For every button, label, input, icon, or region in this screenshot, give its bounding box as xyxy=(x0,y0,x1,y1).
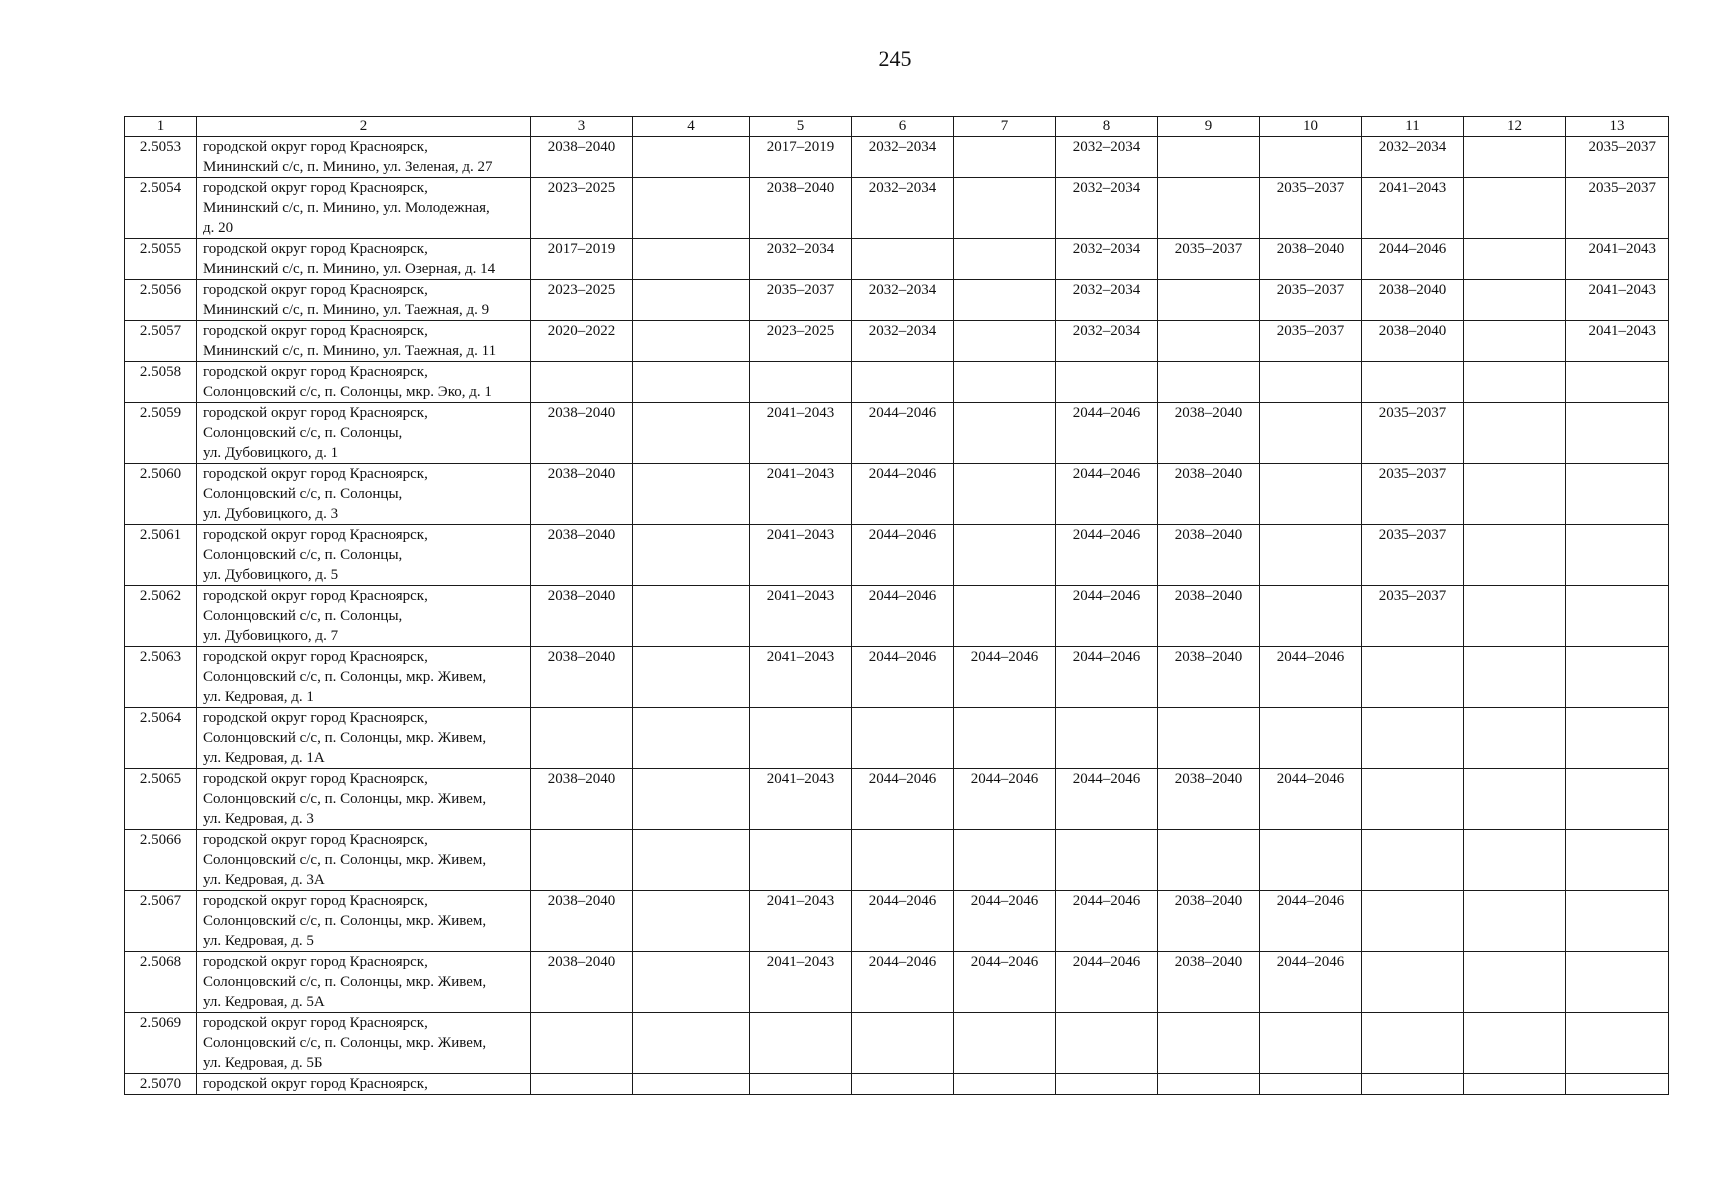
address-cell: городской округ город Красноярск, Мининский с/с, п. Минино, ул. Озерная, д. 14 xyxy=(197,239,531,280)
period-cell xyxy=(1464,586,1566,647)
table-row xyxy=(125,708,1669,769)
period-cell: 2038–2040 xyxy=(531,464,633,525)
period-cell xyxy=(1362,891,1464,952)
address-cell: городской округ город Красноярск, Солонцовский с/с, п. Солонцы, ул. Дубовицкого, д. 7 xyxy=(197,586,531,647)
period-cell xyxy=(1566,769,1669,830)
row-number: 2.5061 xyxy=(125,525,197,586)
period-cell: 2032–2034 xyxy=(1056,280,1158,321)
period-cell xyxy=(633,239,750,280)
period-cell xyxy=(1260,362,1362,403)
address-cell: городской округ город Красноярск, Солонцовский с/с, п. Солонцы, ул. Дубовицкого, д. 3 xyxy=(197,464,531,525)
period-cell: 2035–2037 xyxy=(1362,464,1464,525)
period-cell xyxy=(1566,708,1669,769)
address-cell: городской округ город Красноярск, Солонцовский с/с, п. Солонцы, мкр. Живем, ул. Кедровая, д. 1 xyxy=(197,647,531,708)
period-cell: 2035–2037 xyxy=(1362,525,1464,586)
period-cell: 2044–2046 xyxy=(852,525,954,586)
period-cell: 2023–2025 xyxy=(531,178,633,239)
period-cell xyxy=(1566,1074,1669,1095)
address-cell: городской округ город Красноярск, Солонцовский с/с, п. Солонцы, мкр. Живем, ул. Кедровая, д. 5Б xyxy=(197,1013,531,1074)
period-cell xyxy=(633,830,750,891)
period-cell: 2041–2043 xyxy=(1566,321,1669,362)
column-header: 2 xyxy=(197,117,531,137)
row-number: 2.5053 xyxy=(125,137,197,178)
column-header: 6 xyxy=(852,117,954,137)
period-cell: 2038–2040 xyxy=(1260,239,1362,280)
period-cell xyxy=(1158,830,1260,891)
row-number: 2.5054 xyxy=(125,178,197,239)
period-cell xyxy=(1566,952,1669,1013)
period-cell xyxy=(1566,586,1669,647)
period-cell xyxy=(750,362,852,403)
period-cell xyxy=(1260,464,1362,525)
period-cell xyxy=(954,586,1056,647)
period-cell: 2038–2040 xyxy=(531,952,633,1013)
period-cell xyxy=(1260,403,1362,464)
period-cell xyxy=(954,321,1056,362)
period-cell: 2044–2046 xyxy=(852,586,954,647)
period-cell: 2038–2040 xyxy=(1158,647,1260,708)
period-cell: 2044–2046 xyxy=(852,952,954,1013)
row-number: 2.5058 xyxy=(125,362,197,403)
column-header: 10 xyxy=(1260,117,1362,137)
period-cell xyxy=(633,464,750,525)
column-header: 12 xyxy=(1464,117,1566,137)
address-cell: городской округ город Красноярск, Солонцовский с/с, п. Солонцы, ул. Дубовицкого, д. 1 xyxy=(197,403,531,464)
period-cell xyxy=(1464,403,1566,464)
column-header: 9 xyxy=(1158,117,1260,137)
address-cell: городской округ город Красноярск, Мининский с/с, п. Минино, ул. Зеленая, д. 27 xyxy=(197,137,531,178)
row-number: 2.5059 xyxy=(125,403,197,464)
period-cell xyxy=(1464,1013,1566,1074)
period-cell xyxy=(1260,708,1362,769)
period-cell: 2044–2046 xyxy=(852,403,954,464)
column-header: 3 xyxy=(531,117,633,137)
period-cell: 2044–2046 xyxy=(1260,891,1362,952)
period-cell xyxy=(852,708,954,769)
period-cell: 2044–2046 xyxy=(954,647,1056,708)
period-cell: 2035–2037 xyxy=(1362,403,1464,464)
table-row xyxy=(125,321,1669,362)
period-cell xyxy=(1464,647,1566,708)
period-cell xyxy=(1158,1074,1260,1095)
table-row xyxy=(125,586,1669,647)
period-cell xyxy=(633,280,750,321)
row-number: 2.5069 xyxy=(125,1013,197,1074)
period-cell: 2041–2043 xyxy=(1362,178,1464,239)
period-cell xyxy=(1566,464,1669,525)
table-row xyxy=(125,137,1669,178)
period-cell xyxy=(1464,769,1566,830)
period-cell: 2038–2040 xyxy=(531,525,633,586)
period-cell xyxy=(633,708,750,769)
column-header: 1 xyxy=(125,117,197,137)
column-header: 11 xyxy=(1362,117,1464,137)
period-cell xyxy=(1362,1074,1464,1095)
period-cell xyxy=(852,239,954,280)
period-cell xyxy=(1362,708,1464,769)
period-cell xyxy=(1158,708,1260,769)
period-cell xyxy=(1158,280,1260,321)
period-cell: 2041–2043 xyxy=(750,952,852,1013)
period-cell xyxy=(1362,769,1464,830)
period-cell: 2041–2043 xyxy=(750,647,852,708)
period-cell xyxy=(954,1074,1056,1095)
row-number: 2.5057 xyxy=(125,321,197,362)
period-cell xyxy=(1464,952,1566,1013)
period-cell xyxy=(954,525,1056,586)
period-cell xyxy=(954,830,1056,891)
period-cell xyxy=(1158,362,1260,403)
address-cell: городской округ город Красноярск, Мининский с/с, п. Минино, ул. Таежная, д. 11 xyxy=(197,321,531,362)
period-cell xyxy=(1362,830,1464,891)
period-cell: 2032–2034 xyxy=(852,178,954,239)
period-cell: 2038–2040 xyxy=(1158,525,1260,586)
period-cell xyxy=(954,464,1056,525)
period-cell xyxy=(954,178,1056,239)
period-cell: 2038–2040 xyxy=(1158,403,1260,464)
period-cell: 2032–2034 xyxy=(1056,239,1158,280)
period-cell: 2044–2046 xyxy=(954,769,1056,830)
period-cell xyxy=(1260,1013,1362,1074)
period-cell: 2038–2040 xyxy=(531,647,633,708)
period-cell: 2020–2022 xyxy=(531,321,633,362)
row-number: 2.5063 xyxy=(125,647,197,708)
period-cell xyxy=(1566,647,1669,708)
period-cell xyxy=(750,1074,852,1095)
period-cell: 2035–2037 xyxy=(1362,586,1464,647)
period-cell xyxy=(1260,525,1362,586)
period-cell xyxy=(633,647,750,708)
period-cell xyxy=(633,952,750,1013)
period-cell xyxy=(531,1013,633,1074)
period-cell: 2041–2043 xyxy=(750,525,852,586)
period-cell: 2032–2034 xyxy=(852,321,954,362)
period-cell: 2044–2046 xyxy=(852,464,954,525)
period-cell: 2035–2037 xyxy=(750,280,852,321)
period-cell: 2035–2037 xyxy=(1566,178,1669,239)
period-cell: 2032–2034 xyxy=(1362,137,1464,178)
period-cell: 2044–2046 xyxy=(1056,769,1158,830)
period-cell: 2035–2037 xyxy=(1260,321,1362,362)
period-cell: 2038–2040 xyxy=(531,586,633,647)
column-header: 13 xyxy=(1566,117,1669,137)
table-row xyxy=(125,464,1669,525)
address-cell: городской округ город Красноярск, Солонцовский с/с, п. Солонцы, мкр. Живем, ул. Кедровая, д. 5 xyxy=(197,891,531,952)
period-cell: 2038–2040 xyxy=(1158,464,1260,525)
period-cell xyxy=(954,403,1056,464)
period-cell xyxy=(531,362,633,403)
period-cell xyxy=(1260,586,1362,647)
row-number: 2.5070 xyxy=(125,1074,197,1095)
period-cell xyxy=(1566,403,1669,464)
period-cell xyxy=(1566,1013,1669,1074)
column-header: 7 xyxy=(954,117,1056,137)
period-cell xyxy=(1464,239,1566,280)
period-cell xyxy=(954,137,1056,178)
period-cell: 2023–2025 xyxy=(750,321,852,362)
table-row xyxy=(125,280,1669,321)
period-cell: 2044–2046 xyxy=(1362,239,1464,280)
period-cell: 2044–2046 xyxy=(1260,769,1362,830)
period-cell: 2032–2034 xyxy=(1056,178,1158,239)
period-cell: 2041–2043 xyxy=(750,769,852,830)
period-cell xyxy=(1260,137,1362,178)
period-cell xyxy=(852,1074,954,1095)
table-row xyxy=(125,1074,1669,1095)
row-number: 2.5056 xyxy=(125,280,197,321)
period-cell: 2017–2019 xyxy=(531,239,633,280)
period-cell xyxy=(1464,525,1566,586)
table-row xyxy=(125,891,1669,952)
table-row xyxy=(125,952,1669,1013)
period-cell: 2032–2034 xyxy=(750,239,852,280)
address-cell: городской округ город Красноярск, Солонцовский с/с, п. Солонцы, мкр. Живем, ул. Кедровая, д. 5А xyxy=(197,952,531,1013)
period-cell xyxy=(1158,178,1260,239)
table-row xyxy=(125,178,1669,239)
address-cell: городской округ город Красноярск, Солонцовский с/с, п. Солонцы, мкр. Живем, ул. Кедровая, д. 3А xyxy=(197,830,531,891)
period-cell xyxy=(852,1013,954,1074)
period-cell: 2032–2034 xyxy=(1056,321,1158,362)
period-cell xyxy=(1464,464,1566,525)
period-cell: 2044–2046 xyxy=(1260,952,1362,1013)
period-cell xyxy=(1158,321,1260,362)
period-cell: 2035–2037 xyxy=(1566,137,1669,178)
table-row xyxy=(125,1013,1669,1074)
period-cell: 2044–2046 xyxy=(852,891,954,952)
period-cell xyxy=(1056,1013,1158,1074)
period-cell: 2038–2040 xyxy=(1158,586,1260,647)
table-row xyxy=(125,362,1669,403)
row-number: 2.5067 xyxy=(125,891,197,952)
period-cell: 2044–2046 xyxy=(1056,403,1158,464)
period-cell xyxy=(1464,137,1566,178)
period-cell xyxy=(633,137,750,178)
period-cell xyxy=(633,1074,750,1095)
period-cell xyxy=(1566,891,1669,952)
period-cell: 2044–2046 xyxy=(1056,525,1158,586)
period-cell: 2044–2046 xyxy=(1056,647,1158,708)
period-cell xyxy=(633,1013,750,1074)
period-cell xyxy=(633,321,750,362)
address-cell: городской округ город Красноярск, Солонцовский с/с, п. Солонцы, ул. Дубовицкого, д. 5 xyxy=(197,525,531,586)
period-cell xyxy=(633,525,750,586)
period-cell: 2032–2034 xyxy=(1056,137,1158,178)
period-cell: 2032–2034 xyxy=(852,137,954,178)
period-cell xyxy=(954,1013,1056,1074)
period-cell xyxy=(750,830,852,891)
period-cell: 2038–2040 xyxy=(1158,952,1260,1013)
table-row xyxy=(125,769,1669,830)
period-cell xyxy=(633,403,750,464)
period-cell xyxy=(1362,1013,1464,1074)
period-cell: 2044–2046 xyxy=(852,769,954,830)
period-cell xyxy=(1362,952,1464,1013)
period-cell xyxy=(954,362,1056,403)
period-cell xyxy=(531,1074,633,1095)
period-cell: 2038–2040 xyxy=(531,769,633,830)
period-cell: 2044–2046 xyxy=(1056,586,1158,647)
period-cell: 2044–2046 xyxy=(1056,952,1158,1013)
address-cell: городской округ город Красноярск, Мининский с/с, п. Минино, ул. Таежная, д. 9 xyxy=(197,280,531,321)
period-cell: 2044–2046 xyxy=(954,891,1056,952)
period-cell: 2023–2025 xyxy=(531,280,633,321)
period-cell: 2035–2037 xyxy=(1158,239,1260,280)
period-cell: 2038–2040 xyxy=(1158,891,1260,952)
period-cell xyxy=(633,769,750,830)
row-number: 2.5068 xyxy=(125,952,197,1013)
period-cell xyxy=(1158,1013,1260,1074)
period-cell xyxy=(633,891,750,952)
period-cell xyxy=(1464,362,1566,403)
period-cell xyxy=(531,708,633,769)
table-row xyxy=(125,403,1669,464)
address-cell: городской округ город Красноярск, Солонцовский с/с, п. Солонцы, мкр. Живем, ул. Кедровая, д. 1А xyxy=(197,708,531,769)
row-number: 2.5055 xyxy=(125,239,197,280)
period-cell xyxy=(1464,321,1566,362)
period-cell: 2041–2043 xyxy=(750,464,852,525)
address-cell: городской округ город Красноярск, Солонцовский с/с, п. Солонцы, мкр. Живем, ул. Кедровая, д. 3 xyxy=(197,769,531,830)
period-cell xyxy=(750,1013,852,1074)
period-cell xyxy=(633,586,750,647)
header-row xyxy=(125,117,1669,137)
period-cell xyxy=(1464,178,1566,239)
row-number: 2.5060 xyxy=(125,464,197,525)
period-cell xyxy=(1566,525,1669,586)
period-cell: 2017–2019 xyxy=(750,137,852,178)
period-cell xyxy=(852,830,954,891)
period-cell: 2041–2043 xyxy=(750,891,852,952)
row-number: 2.5066 xyxy=(125,830,197,891)
period-cell xyxy=(1056,1074,1158,1095)
period-cell: 2044–2046 xyxy=(954,952,1056,1013)
period-cell xyxy=(1464,708,1566,769)
period-cell xyxy=(1260,830,1362,891)
period-cell xyxy=(531,830,633,891)
period-cell: 2038–2040 xyxy=(1362,321,1464,362)
period-cell: 2035–2037 xyxy=(1260,178,1362,239)
period-cell: 2044–2046 xyxy=(1056,464,1158,525)
period-cell xyxy=(1056,830,1158,891)
period-cell: 2044–2046 xyxy=(852,647,954,708)
table-row xyxy=(125,239,1669,280)
row-number: 2.5064 xyxy=(125,708,197,769)
address-cell: городской округ город Красноярск, Солонцовский с/с, п. Солонцы, мкр. Эко, д. 1 xyxy=(197,362,531,403)
period-cell xyxy=(633,362,750,403)
period-cell: 2044–2046 xyxy=(1056,891,1158,952)
table-row xyxy=(125,647,1669,708)
period-cell: 2032–2034 xyxy=(852,280,954,321)
address-cell: городской округ город Красноярск, xyxy=(197,1074,531,1095)
period-cell xyxy=(1056,362,1158,403)
period-cell: 2038–2040 xyxy=(1158,769,1260,830)
period-cell xyxy=(1362,647,1464,708)
period-cell xyxy=(1464,280,1566,321)
period-cell: 2038–2040 xyxy=(1362,280,1464,321)
period-cell: 2041–2043 xyxy=(1566,239,1669,280)
period-cell xyxy=(954,280,1056,321)
period-cell xyxy=(1464,830,1566,891)
period-cell: 2038–2040 xyxy=(531,891,633,952)
period-cell xyxy=(1362,362,1464,403)
table-body xyxy=(125,137,1669,1095)
period-cell: 2041–2043 xyxy=(750,586,852,647)
period-cell: 2038–2040 xyxy=(531,403,633,464)
period-cell: 2038–2040 xyxy=(531,137,633,178)
column-header: 5 xyxy=(750,117,852,137)
period-cell: 2041–2043 xyxy=(750,403,852,464)
period-cell xyxy=(1566,362,1669,403)
period-cell xyxy=(954,239,1056,280)
period-cell: 2044–2046 xyxy=(1260,647,1362,708)
period-cell xyxy=(1260,1074,1362,1095)
address-cell: городской округ город Красноярск, Мининский с/с, п. Минино, ул. Молодежная, д. 20 xyxy=(197,178,531,239)
schedule-table xyxy=(124,116,1669,1095)
period-cell: 2038–2040 xyxy=(750,178,852,239)
period-cell xyxy=(750,708,852,769)
period-cell xyxy=(1464,891,1566,952)
row-number: 2.5065 xyxy=(125,769,197,830)
period-cell xyxy=(633,178,750,239)
table-row xyxy=(125,830,1669,891)
column-header: 4 xyxy=(633,117,750,137)
period-cell xyxy=(954,708,1056,769)
table-row xyxy=(125,525,1669,586)
period-cell: 2035–2037 xyxy=(1260,280,1362,321)
period-cell xyxy=(1158,137,1260,178)
period-cell xyxy=(1056,708,1158,769)
period-cell xyxy=(1464,1074,1566,1095)
period-cell xyxy=(1566,830,1669,891)
period-cell xyxy=(852,362,954,403)
page-number: 245 xyxy=(878,46,912,71)
column-header: 8 xyxy=(1056,117,1158,137)
period-cell: 2041–2043 xyxy=(1566,280,1669,321)
row-number: 2.5062 xyxy=(125,586,197,647)
